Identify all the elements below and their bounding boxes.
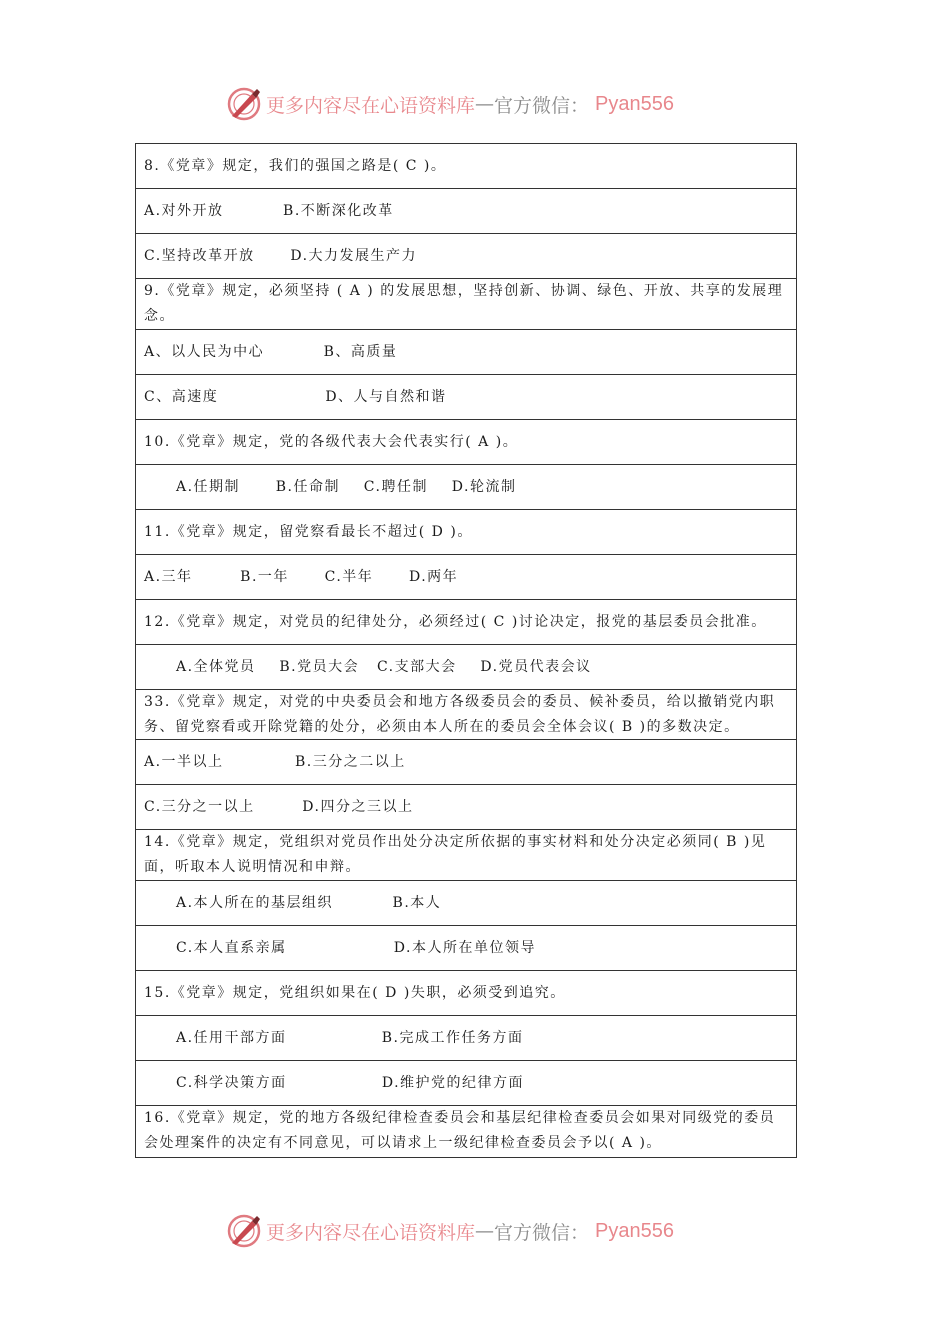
table-row	[136, 785, 796, 830]
question-text: 33.《党章》规定，对党的中央委员会和地方各级委员会的委员、候补委员，给以撤销党内职务、留党察看或开除党籍的处分，必须由本人所在的委员会全体会议( B )的多数决定。	[144, 694, 776, 735]
table-row	[136, 330, 796, 375]
table-row	[136, 971, 796, 1016]
table-row	[136, 881, 796, 926]
footer-banner	[226, 1211, 674, 1251]
table-row	[136, 144, 796, 189]
option-text: C.本人直系亲属 D.本人所在单位领导	[176, 939, 536, 956]
option-text: A.对外开放 B.不断深化改革	[144, 202, 394, 219]
option-text: C.坚持改革开放 D.大力发展生产力	[144, 247, 418, 264]
banner-main-text: 更多内容尽在心语资料库	[266, 94, 476, 117]
header-banner	[226, 84, 674, 124]
banner-dash: —	[475, 1220, 495, 1242]
question-text: 15.《党章》规定，党组织如果在( D )失职，必须受到追究。	[144, 984, 566, 1001]
question-text: 9.《党章》规定，必须坚持 ( A ) 的发展思想，坚持创新、协调、绿色、开放、共享的发展理念。	[144, 283, 784, 324]
table-row	[136, 375, 796, 420]
table-row	[136, 690, 796, 740]
option-text: A、以人民为中心 B、高质量	[144, 343, 398, 360]
table-row	[136, 926, 796, 971]
banner-main-text: 更多内容尽在心语资料库	[266, 1221, 476, 1244]
option-text: A.三年 B.一年 C.半年 D.两年	[144, 568, 459, 585]
pen-nib-logo-icon	[226, 1213, 262, 1249]
table-row	[136, 555, 796, 600]
table-row	[136, 234, 796, 279]
table-row	[136, 420, 796, 465]
option-text: A.本人所在的基层组织 B.本人	[176, 894, 442, 911]
option-text: A.全体党员 B.党员大会 C.支部大会 D.党员代表会议	[176, 658, 592, 675]
table-row	[136, 1061, 796, 1106]
table-row	[136, 189, 796, 234]
table-row	[136, 1016, 796, 1061]
option-text: A.一半以上 B.三分之二以上	[144, 753, 406, 770]
question-text: 10.《党章》规定，党的各级代表大会代表实行( A )。	[144, 433, 519, 450]
table-row	[136, 600, 796, 645]
table-row	[136, 645, 796, 690]
option-text: C.科学决策方面 D.维护党的纪律方面	[176, 1074, 525, 1091]
banner-official-label: 官方微信：	[494, 1221, 590, 1244]
banner-official-label: 官方微信：	[494, 94, 590, 117]
option-text: C、高速度 D、人与自然和谐	[144, 388, 447, 405]
question-table	[135, 143, 797, 1158]
option-text: C.三分之一以上 D.四分之三以上	[144, 798, 414, 815]
banner-wechat-id: Pyan556	[595, 92, 674, 115]
pen-nib-logo-icon	[226, 86, 262, 122]
question-text: 11.《党章》规定，留党察看最长不超过( D )。	[144, 523, 473, 540]
banner-dash: —	[475, 93, 495, 115]
table-row	[136, 1106, 796, 1157]
question-text: 16.《党章》规定，党的地方各级纪律检查委员会和基层纪律检查委员会如果对同级党的委员会处理案件的决定有不同意见，可以请求上一级纪律检查委员会予以( A )。	[144, 1110, 776, 1151]
table-row	[136, 740, 796, 785]
table-row	[136, 510, 796, 555]
table-row	[136, 465, 796, 510]
question-text: 14.《党章》规定，党组织对党员作出处分决定所依据的事实材料和处分决定必须同( B )见面，听取本人说明情况和申辩。	[144, 834, 767, 875]
option-text: A.任用干部方面 B.完成工作任务方面	[176, 1029, 524, 1046]
question-text: 12.《党章》规定，对党员的纪律处分，必须经过( C )讨论决定，报党的基层委员会批准。	[144, 613, 767, 630]
option-text: A.任期制 B.任命制 C.聘任制 D.轮流制	[176, 478, 517, 495]
table-row	[136, 830, 796, 881]
table-row	[136, 279, 796, 330]
question-text: 8.《党章》规定，我们的强国之路是( C )。	[144, 157, 447, 174]
banner-wechat-id: Pyan556	[595, 1219, 674, 1242]
